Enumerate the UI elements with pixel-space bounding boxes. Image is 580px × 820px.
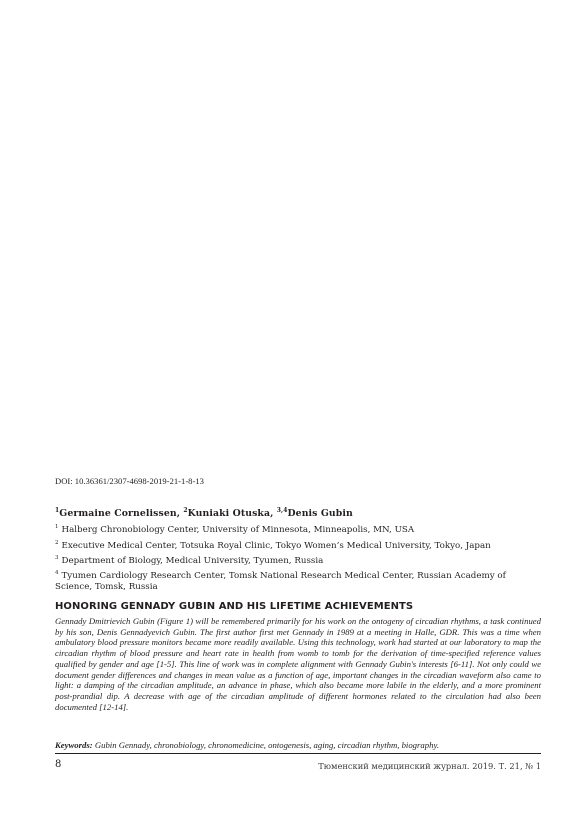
page-number: 8 [55,759,62,770]
author-list [55,507,353,519]
affiliation-1-mark: 1 [55,524,59,530]
affiliation-4-mark: 4 [55,570,59,576]
affiliation-1 [55,522,543,536]
author-2-name: Kuniaki Otuska, [187,508,277,519]
author-1-name: Germaine Cornelissen, [59,508,184,519]
affiliation-3-text: Department of Biology, Medical University, Tyumen, Russia [61,556,324,566]
affiliation-1-text: Halberg Chronobiology Center, University of Minnesota, Minneapolis, MN, USA [61,525,415,535]
keywords-text: Gubin Gennady, chronobiology, chronomedicine, ontogenesis, aging, circadian rhythm, biography. [92,740,439,750]
footer-rule [55,753,541,754]
author-3-name: Denis Gubin [287,508,353,519]
article-title: HONORING GENNADY GUBIN AND HIS LIFETIME ACHIEVEMENTS [55,601,414,612]
affiliation-3-mark: 3 [55,555,59,561]
affiliation-2-mark: 2 [55,540,59,546]
author-2-affiliation-mark: 2 [183,507,188,514]
affiliation-4-text: Tyumen Cardiology Research Center, Tomsk National Research Medical Center, Russian Academy of Science, Tomsk, Russia [55,571,506,592]
affiliation-4 [55,568,543,593]
author-3-affiliation-mark: 3,4 [276,507,288,514]
keywords-label: Keywords: [55,740,93,750]
doi: DOI: 10.36361/2307-4698-2019-21-1-8-13 [55,476,204,486]
abstract: Gennady Dmitrievich Gubin (Figure 1) will be remembered primarily for his work on the ontogeny of circadian rhythms, a task continued by his son, Denis Gennadyevich Gubin. The first author first met Gennady in 1989 at a meeting in Halle, GDR. This was a time when ambulatory blood pressure monitors became more readily available. Using this technology, work had started at our laboratory to map the circadian rhythm of blood pressure and heart rate in health from womb to tomb for the derivation of time-specified reference values qualified by gender and age [1-5]. This line of work was in complete alignment with Gennady Gubin's interests [6-11]. Not only could we document gender differences and changes in mean value as a function of age, important changes in the circadian waveform also came to light: a damping of the circadian amplitude, an advance in phase, which also became more labile in the elderly, and a more prominent post-prandial dip. A decrease with age of the circadian amplitude of different hormones related to the circulation had also been documented [12-14]. [55,616,541,712]
affiliation-3 [55,553,543,567]
affiliation-2-text: Executive Medical Center, Totsuka Royal Clinic, Tokyo Women’s Medical University, Tokyo, Japan [61,541,491,551]
affiliation-2 [55,538,543,552]
journal-citation: Тюменский медицинский журнал. 2019. Т. 21, № 1 [318,761,541,771]
author-1-affiliation-mark: 1 [55,507,60,514]
keywords [55,740,541,750]
